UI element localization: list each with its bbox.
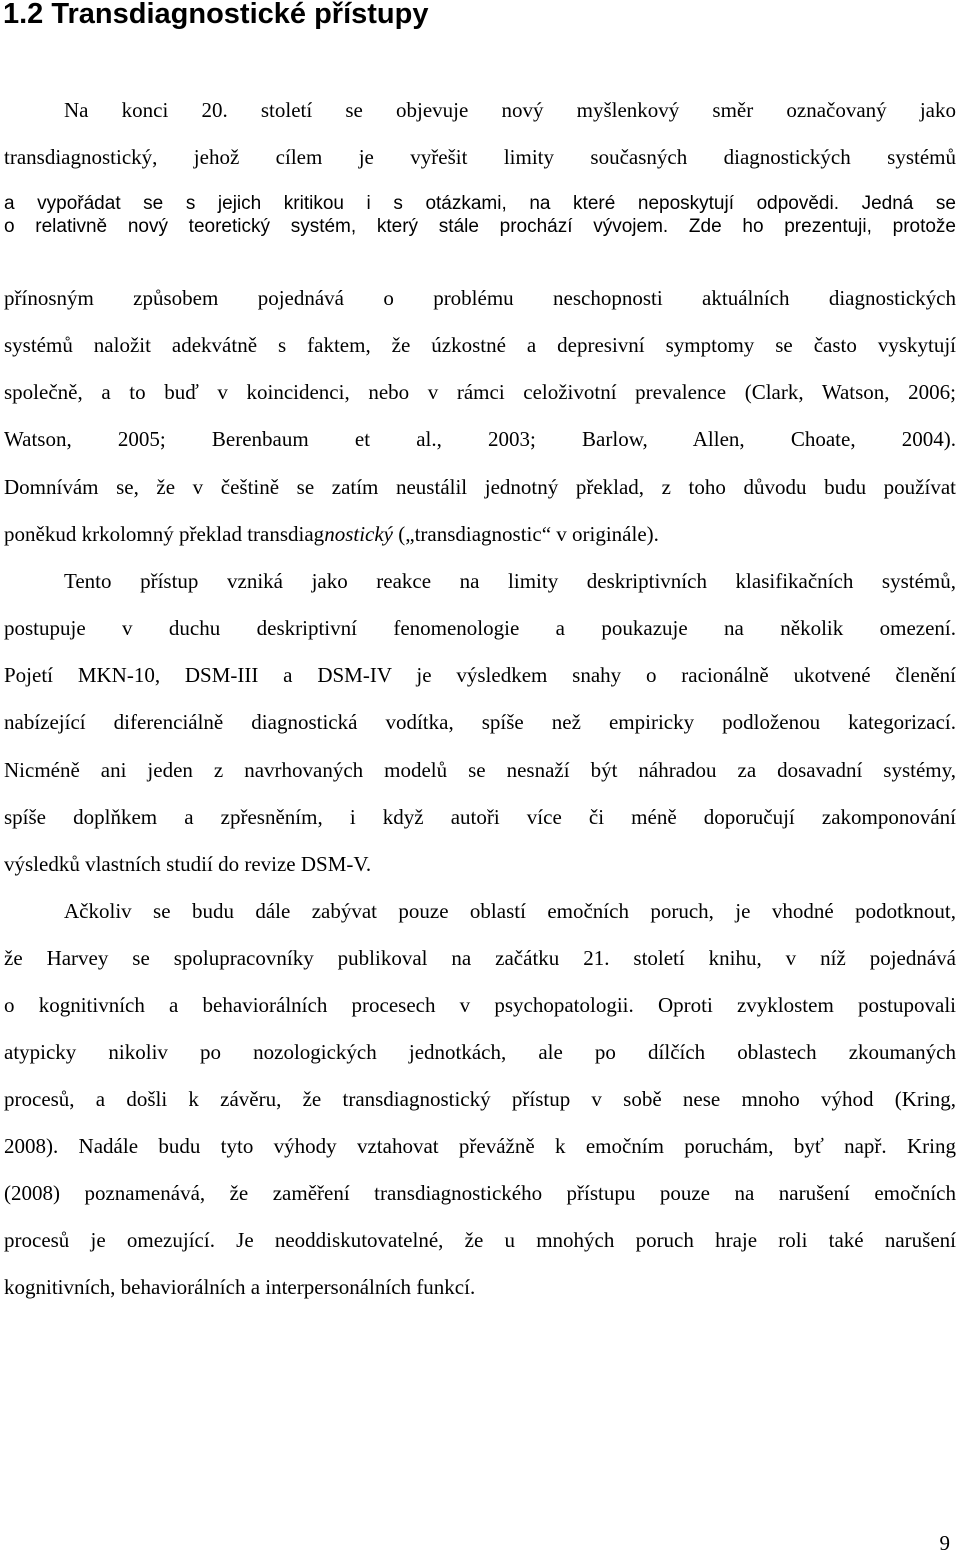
- paragraph-line: kognitivních, behaviorálních a interpersonálních funkcí.: [4, 1275, 476, 1299]
- paragraph-line: že Harvey se spolupracovníky publikoval na začátku 21. století knihu, v níž pojednává: [4, 946, 956, 970]
- paragraph-line: postupuje v duchu deskriptivní fenomenologie a poukazuje na několik omezení.: [4, 616, 956, 640]
- paragraph-line: procesů, a došli k závěru, že transdiagnostický přístup v sobě nese mnoho výhod (Kring,: [4, 1087, 956, 1111]
- paragraph-line: o kognitivních a behaviorálních procesech v psychopatologii. Oproti zvyklostem postupovali: [4, 993, 956, 1017]
- paragraph-line: Pojetí MKN-10, DSM-III a DSM-IV je výsledkem snahy o racionálně ukotvené členění: [4, 663, 956, 687]
- paragraph-line: o relativně nový teoretický systém, který stále prochází vývojem. Zde ho prezentuji, protože: [4, 216, 956, 237]
- paragraph-line: nabízející diferenciálně diagnostická vodítka, spíše než empiricky podloženou kategorizací.: [4, 710, 956, 734]
- paragraph-line: Ačkoliv se budu dále zabývat pouze oblastí emočních poruch, je vhodné podotknout,: [64, 899, 956, 923]
- paragraph-line: a vypořádat se s jejich kritikou i s otázkami, na které neposkytují odpovědi. Jedná se: [4, 193, 956, 214]
- paragraph-line: Na konci 20. století se objevuje nový myšlenkový směr označovaný jako: [64, 98, 956, 122]
- section-heading: 1.2 Transdiagnostické přístupy: [3, 0, 429, 30]
- italic-text: nostický: [324, 522, 393, 546]
- paragraph-line: Nicméně ani jeden z navrhovaných modelů se nesnaží být náhradou za dosavadní systémy,: [4, 758, 956, 782]
- page-number: 9: [939, 1531, 950, 1555]
- paragraph-line: společně, a to buď v koincidenci, nebo v rámci celoživotní prevalence (Clark, Watson, 2006;: [4, 380, 956, 404]
- paragraph-line: 2008). Nadále budu tyto výhody vztahovat převážně k emočním poruchám, byť např. Kring: [4, 1134, 956, 1158]
- paragraph-line: atypicky nikoliv po nozologických jednotkách, ale po dílčích oblastech zkoumaných: [4, 1040, 956, 1064]
- paragraph-line: procesů je omezující. Je neoddiskutovatelné, že u mnohých poruch hraje roli také narušení: [4, 1228, 956, 1252]
- line-text: poněkud krkolomný překlad transdiag: [4, 522, 325, 546]
- line-text: („transdiagnostic“ v originále).: [393, 522, 659, 546]
- paragraph-line: spíše doplňkem a zpřesněním, i když autoři více či méně doporučují zakomponování: [4, 805, 956, 829]
- paragraph-line: Tento přístup vzniká jako reakce na limity deskriptivních klasifikačních systémů,: [64, 569, 956, 593]
- paragraph-line: Domnívám se, že v češtině se zatím neustálil jednotný překlad, z toho důvodu budu používat: [4, 475, 956, 499]
- paragraph-line: [4, 519, 659, 549]
- paragraph-line: Watson, 2005; Berenbaum et al., 2003; Barlow, Allen, Choate, 2004).: [4, 427, 956, 451]
- paragraph-line: systémů naložit adekvátně s faktem, že úzkostné a depresivní symptomy se často vyskytují: [4, 333, 956, 357]
- paragraph-line: (2008) poznamenává, že zaměření transdiagnostického přístupu pouze na narušení emočních: [4, 1181, 956, 1205]
- paragraph-line: přínosným způsobem pojednává o problému neschopnosti aktuálních diagnostických: [4, 286, 956, 310]
- paragraph-line: transdiagnostický, jehož cílem je vyřešit limity současných diagnostických systémů: [4, 145, 956, 169]
- paragraph-line: výsledků vlastních studií do revize DSM-V.: [4, 852, 372, 876]
